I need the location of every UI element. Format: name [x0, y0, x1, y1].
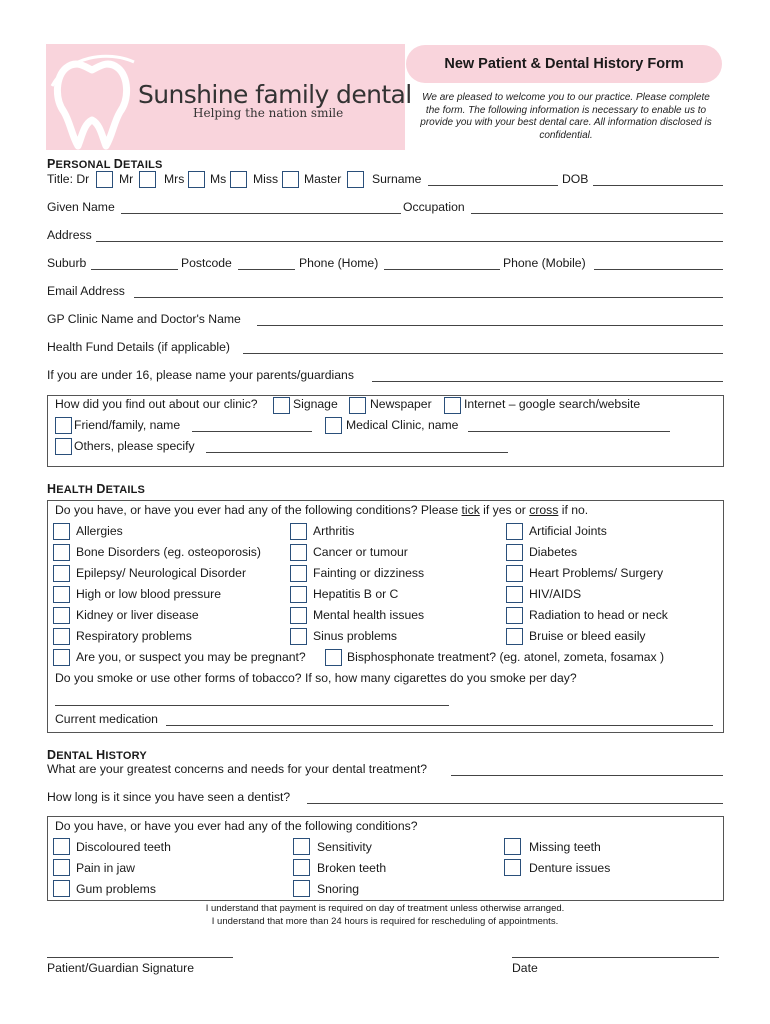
dental-condition-label: Missing teeth — [529, 840, 601, 854]
condition-label: Arthritis — [313, 524, 355, 538]
smoke-answer-field[interactable] — [55, 705, 449, 706]
artificial-joints-checkbox[interactable] — [506, 523, 523, 540]
title-miss-checkbox[interactable] — [282, 171, 299, 188]
mental-health-checkbox[interactable] — [290, 607, 307, 624]
concerns-field[interactable] — [451, 775, 723, 776]
title-mr-label: Mr — [119, 172, 134, 186]
others-checkbox[interactable] — [55, 438, 72, 455]
condition-label: Radiation to head or neck — [529, 608, 668, 622]
medical-clinic-label: Medical Clinic, name — [346, 418, 459, 432]
postcode-label: Postcode — [181, 256, 232, 270]
brand-tagline: Helping the nation smile — [193, 106, 344, 120]
dental-condition-label: Pain in jaw — [76, 861, 135, 875]
friend-label: Friend/family, name — [74, 418, 181, 432]
pain-in-jaw-checkbox[interactable] — [53, 859, 70, 876]
dental-condition-label: Snoring — [317, 882, 360, 896]
condition-label: Cancer or tumour — [313, 545, 408, 559]
arthritis-checkbox[interactable] — [290, 523, 307, 540]
dental-condition-label: Discoloured teeth — [76, 840, 171, 854]
condition-label: Sinus problems — [313, 629, 397, 643]
postcode-field[interactable] — [238, 269, 295, 270]
condition-label: Fainting or dizziness — [313, 566, 425, 580]
title-label: Title: Dr — [47, 172, 90, 186]
newspaper-checkbox[interactable] — [349, 397, 366, 414]
signature-field[interactable] — [47, 957, 233, 958]
dob-field[interactable] — [593, 185, 723, 186]
phone-mobile-label: Phone (Mobile) — [503, 256, 586, 270]
others-field[interactable] — [206, 452, 508, 453]
hepatitis-checkbox[interactable] — [290, 586, 307, 603]
dental-condition-label: Broken teeth — [317, 861, 387, 875]
bisphosphonate-checkbox[interactable] — [325, 649, 342, 666]
dental-question: Do you have, or have you ever had any of the following conditions? — [55, 819, 418, 833]
title-mrs-label: Mrs — [164, 172, 185, 186]
condition-label: Allergies — [76, 524, 123, 538]
tooth-logo-icon — [48, 46, 138, 150]
intro-text: We are pleased to welcome you to our practice. Please complete the form. The following information is necessary to enable us to provide you with your best dental care. All information disclosed is confidential. — [420, 92, 712, 141]
internet-checkbox[interactable] — [444, 397, 461, 414]
brand-header-panel — [46, 44, 412, 150]
dental-history-heading: DENTAL HISTORY — [47, 748, 147, 762]
medication-field[interactable] — [166, 725, 713, 726]
date-field[interactable] — [512, 957, 719, 958]
bruise-bleed-checkbox[interactable] — [506, 628, 523, 645]
condition-label: Mental health issues — [313, 608, 425, 622]
denture-issues-checkbox[interactable] — [504, 859, 521, 876]
hiv-aids-checkbox[interactable] — [506, 586, 523, 603]
form-title-pill — [406, 45, 722, 83]
occupation-field[interactable] — [471, 213, 723, 214]
last-visit-label: How long is it since you have seen a dentist? — [47, 790, 291, 804]
phone-mobile-field[interactable] — [594, 269, 723, 270]
heart-problems-checkbox[interactable] — [506, 565, 523, 582]
address-label: Address — [47, 228, 92, 242]
signature-label: Patient/Guardian Signature — [47, 961, 195, 975]
condition-label: Epilepsy/ Neurological Disorder — [76, 566, 247, 580]
guardians-label: If you are under 16, please name your parents/guardians — [47, 368, 354, 382]
signage-label: Signage — [293, 397, 338, 411]
friend-name-field[interactable] — [192, 431, 312, 432]
condition-label: Diabetes — [529, 545, 578, 559]
smoke-question: Do you smoke or use other forms of tobacco? If so, how many cigarettes do you smoke per day? — [55, 671, 577, 685]
friend-checkbox[interactable] — [55, 417, 72, 434]
title-master-label: Master — [304, 172, 342, 186]
title-mr-checkbox[interactable] — [139, 171, 156, 188]
referral-question: How did you find out about our clinic? — [55, 397, 258, 411]
email-field[interactable] — [134, 297, 723, 298]
condition-label: Respiratory problems — [76, 629, 192, 643]
condition-label: Heart Problems/ Surgery — [529, 566, 664, 580]
pregnant-checkbox[interactable] — [53, 649, 70, 666]
personal-details-heading: PERSONAL DETAILS — [47, 157, 163, 171]
medical-clinic-checkbox[interactable] — [325, 417, 342, 434]
guardians-field[interactable] — [372, 381, 723, 382]
pregnant-label: Are you, or suspect you may be pregnant? — [76, 650, 306, 664]
suburb-label: Suburb — [47, 256, 87, 270]
radiation-checkbox[interactable] — [506, 607, 523, 624]
bone-disorders-checkbox[interactable] — [53, 544, 70, 561]
title-master-checkbox[interactable] — [347, 171, 364, 188]
allergies-checkbox[interactable] — [53, 523, 70, 540]
condition-label: Kidney or liver disease — [76, 608, 199, 622]
surname-label: Surname — [372, 172, 422, 186]
cancer-checkbox[interactable] — [290, 544, 307, 561]
diabetes-checkbox[interactable] — [506, 544, 523, 561]
sinus-checkbox[interactable] — [290, 628, 307, 645]
sensitivity-checkbox[interactable] — [293, 838, 310, 855]
suburb-field[interactable] — [91, 269, 178, 270]
blood-pressure-checkbox[interactable] — [53, 586, 70, 603]
dental-condition-label: Gum problems — [76, 882, 156, 896]
last-visit-field[interactable] — [307, 803, 723, 804]
discoloured-teeth-checkbox[interactable] — [53, 838, 70, 855]
condition-label: Hepatitis B or C — [313, 587, 399, 601]
others-label: Others, please specify — [74, 439, 195, 453]
dental-condition-label: Sensitivity — [317, 840, 372, 854]
kidney-liver-checkbox[interactable] — [53, 607, 70, 624]
reschedule-notice: I understand that more than 24 hours is required for rescheduling of appointments. — [211, 916, 559, 927]
payment-notice: I understand that payment is required on day of treatment unless otherwise arranged. — [205, 903, 565, 914]
gp-field[interactable] — [257, 325, 723, 326]
respiratory-checkbox[interactable] — [53, 628, 70, 645]
condition-label: Bruise or bleed easily — [529, 629, 646, 643]
health-details-heading: HEALTH DETAILS — [47, 482, 146, 496]
broken-teeth-checkbox[interactable] — [293, 859, 310, 876]
medication-label: Current medication — [55, 712, 158, 726]
health-fund-field[interactable] — [243, 353, 723, 354]
bisphosphonate-label: Bisphosphonate treatment? (eg. atonel, zometa, fosamax ) — [347, 650, 665, 664]
surname-field[interactable] — [428, 185, 558, 186]
epilepsy-checkbox[interactable] — [53, 565, 70, 582]
title-miss-label: Miss — [253, 172, 279, 186]
dental-condition-label: Denture issues — [529, 861, 611, 875]
medical-clinic-field[interactable] — [468, 431, 670, 432]
internet-label: Internet – google search/website — [464, 397, 641, 411]
gum-problems-checkbox[interactable] — [53, 880, 70, 897]
occupation-label: Occupation — [403, 200, 465, 214]
given-name-label: Given Name — [47, 200, 115, 214]
phone-home-label: Phone (Home) — [299, 256, 379, 270]
signage-checkbox[interactable] — [273, 397, 290, 414]
concerns-label: What are your greatest concerns and needs for your dental treatment? — [47, 762, 428, 776]
form-title: New Patient & Dental History Form — [444, 56, 684, 72]
phone-home-field[interactable] — [384, 269, 500, 270]
title-ms-label: Ms — [210, 172, 227, 186]
health-fund-label: Health Fund Details (if applicable) — [47, 340, 230, 354]
address-field[interactable] — [96, 241, 723, 242]
title-mrs-checkbox[interactable] — [188, 171, 205, 188]
snoring-checkbox[interactable] — [293, 880, 310, 897]
given-name-field[interactable] — [121, 213, 401, 214]
date-label: Date — [512, 961, 538, 975]
newspaper-label: Newspaper — [370, 397, 432, 411]
health-question: Do you have, or have you ever had any of the following conditions? Please tick if yes or cross if no. — [55, 503, 589, 517]
missing-teeth-checkbox[interactable] — [504, 838, 521, 855]
title-dr-checkbox[interactable] — [96, 171, 113, 188]
condition-label: Bone Disorders (eg. osteoporosis) — [76, 545, 261, 559]
fainting-checkbox[interactable] — [290, 565, 307, 582]
condition-label: Artificial Joints — [529, 524, 607, 538]
gp-label: GP Clinic Name and Doctor's Name — [47, 312, 241, 326]
title-ms-checkbox[interactable] — [230, 171, 247, 188]
condition-label: High or low blood pressure — [76, 587, 221, 601]
dob-label: DOB — [562, 172, 589, 186]
brand-name: Sunshine family dental — [138, 80, 412, 109]
condition-label: HIV/AIDS — [529, 587, 582, 601]
email-label: Email Address — [47, 284, 125, 298]
